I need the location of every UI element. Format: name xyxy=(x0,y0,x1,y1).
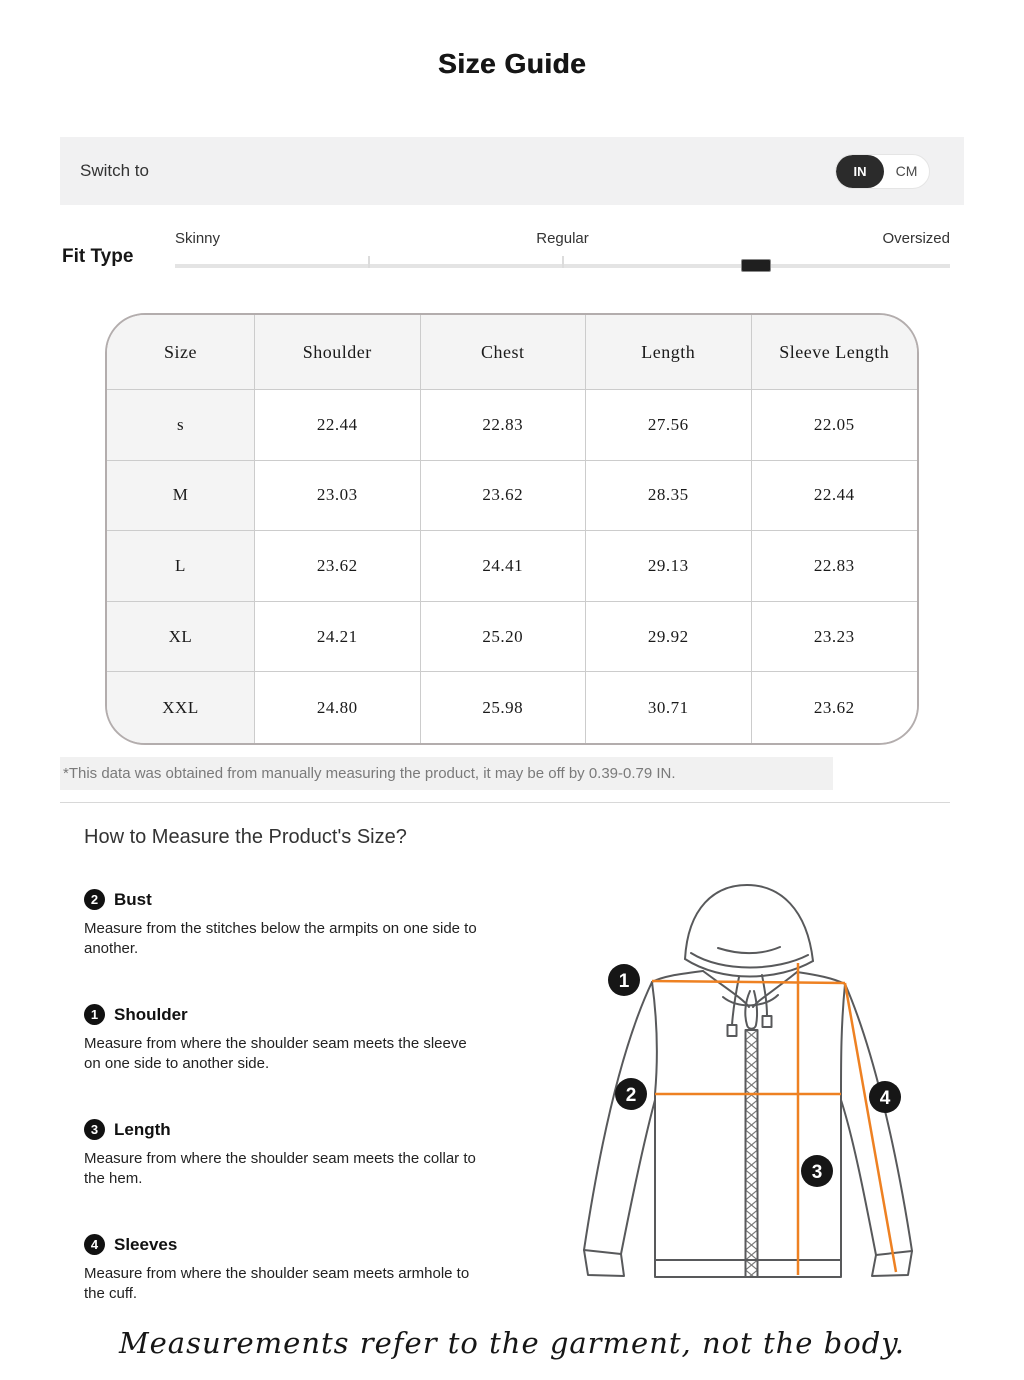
measurement-lines xyxy=(652,963,896,1275)
fit-type-scale xyxy=(175,230,950,250)
fit-scale-skinny: Skinny xyxy=(175,230,221,247)
howto-description: Measure from where the shoulder seam meets the collar to the hem. xyxy=(84,1150,476,1187)
size-table xyxy=(105,313,919,745)
table-cell: 25.98 xyxy=(421,672,587,743)
unit-switch-bar xyxy=(60,137,964,205)
table-cell: 23.03 xyxy=(255,461,421,532)
table-cell: 22.44 xyxy=(255,390,421,461)
unit-option-in[interactable]: IN xyxy=(836,155,884,188)
table-cell: 29.13 xyxy=(586,531,752,602)
fit-scale-oversized: Oversized xyxy=(882,230,950,247)
fit-type-label: Fit Type xyxy=(62,246,134,267)
shoulder-measure-line xyxy=(652,981,845,983)
fit-slider-tick xyxy=(562,256,564,268)
table-cell: 25.20 xyxy=(421,602,587,673)
size-table-header-chest: Chest xyxy=(421,315,587,390)
table-cell: XXL xyxy=(107,672,255,743)
howto-title: Bust xyxy=(114,889,152,909)
badge-4-number: 4 xyxy=(879,1088,891,1109)
fit-slider-tick xyxy=(368,256,370,268)
table-cell: 29.92 xyxy=(586,602,752,673)
table-cell: 23.23 xyxy=(752,602,918,673)
table-cell: 22.44 xyxy=(752,461,918,532)
howto-title: Length xyxy=(114,1119,171,1139)
how-to-measure-heading: How to Measure the Product's Size? xyxy=(84,826,407,848)
table-cell: 27.56 xyxy=(586,390,752,461)
howto-description: Measure from the stitches below the armpits on one side to another. xyxy=(84,920,477,957)
number-4-badge-icon: 4 xyxy=(84,1234,105,1255)
howto-item-sleeves xyxy=(84,1234,486,1303)
badge-3-number: 3 xyxy=(811,1162,823,1183)
table-cell: 23.62 xyxy=(421,461,587,532)
table-cell: 22.05 xyxy=(752,390,918,461)
fit-type-slider[interactable] xyxy=(175,230,950,278)
fit-slider-marker[interactable] xyxy=(741,259,771,272)
number-3-badge-icon: 3 xyxy=(84,1119,105,1140)
table-cell: 24.21 xyxy=(255,602,421,673)
table-cell: XL xyxy=(107,602,255,673)
howto-item-shoulder xyxy=(84,1004,486,1073)
badge-2-number: 2 xyxy=(625,1085,637,1106)
number-2-badge-icon: 2 xyxy=(84,889,105,910)
section-divider xyxy=(60,802,950,803)
table-cell: 23.62 xyxy=(255,531,421,602)
hoodie-measurement-diagram xyxy=(565,875,985,1339)
table-cell: 24.80 xyxy=(255,672,421,743)
howto-title: Sleeves xyxy=(114,1234,178,1254)
badge-1-number: 1 xyxy=(618,971,630,992)
number-1-badge-icon: 1 xyxy=(84,1004,105,1025)
table-cell: 30.71 xyxy=(586,672,752,743)
table-cell: L xyxy=(107,531,255,602)
size-table-header-shoulder: Shoulder xyxy=(255,315,421,390)
garment-measurement-note: Measurements refer to the garment, not the body. xyxy=(118,1326,906,1360)
measurement-disclaimer: *This data was obtained from manually measuring the product, it may be off by 0.39-0.79 IN. xyxy=(60,757,833,790)
unit-option-cm[interactable]: CM xyxy=(895,163,918,179)
howto-description: Measure from where the shoulder seam meets the sleeve on one side to another side. xyxy=(84,1035,467,1072)
size-table-header-size: Size xyxy=(107,315,255,390)
table-cell: M xyxy=(107,461,255,532)
page-title: Size Guide xyxy=(437,48,587,79)
howto-item-bust xyxy=(84,889,486,958)
howto-item-length xyxy=(84,1119,486,1188)
table-cell: s xyxy=(107,390,255,461)
fit-scale-regular: Regular xyxy=(536,230,589,247)
table-cell: 22.83 xyxy=(752,531,918,602)
table-cell: 22.83 xyxy=(421,390,587,461)
howto-title: Shoulder xyxy=(114,1004,188,1024)
table-cell: 23.62 xyxy=(752,672,918,743)
size-table-header-length: Length xyxy=(586,315,752,390)
table-cell: 28.35 xyxy=(586,461,752,532)
switch-to-label: Switch to xyxy=(80,161,149,180)
size-table-header-sleeve-length: Sleeve Length xyxy=(752,315,918,390)
table-cell: 24.41 xyxy=(421,531,587,602)
howto-description: Measure from where the shoulder seam meets armhole to the cuff. xyxy=(84,1265,470,1302)
how-to-measure-list xyxy=(84,889,486,1349)
unit-toggle[interactable] xyxy=(835,154,930,189)
